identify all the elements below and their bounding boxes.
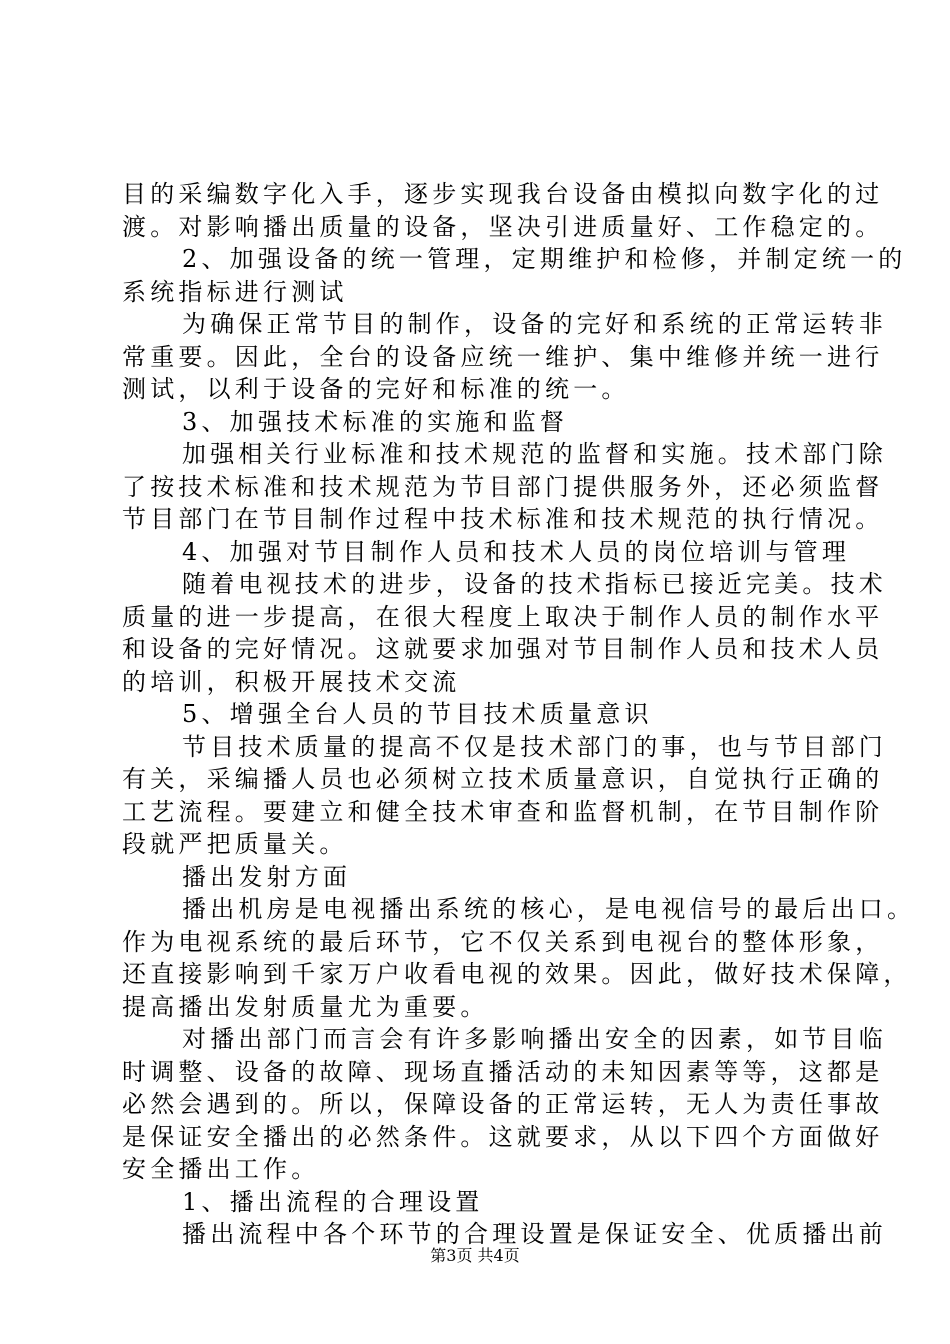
- text-line: 时调整、设备的故障、现场直播活动的未知因素等等，这都是: [122, 1057, 884, 1086]
- page-footer: 第3页 共4页: [430, 1246, 520, 1265]
- text-line: 是保证安全播出的必然条件。这就要求，从以下四个方面做好: [122, 1122, 884, 1151]
- text-line: 和设备的完好情况。这就要求加强对节目制作人员和技术人员: [122, 635, 884, 663]
- text-line: 加强相关行业标准和技术规范的监督和实施。技术部门除: [182, 440, 887, 468]
- text-line: 安全播出工作。: [122, 1155, 320, 1183]
- text-line: 播出发射方面: [182, 862, 352, 891]
- text-line: 2、加强设备的统一管理，定期维护和检修，并制定统一的: [182, 245, 907, 273]
- text-line: 测试，以利于设备的完好和标准的统一。: [122, 375, 630, 403]
- text-line: 5、增强全台人员的节目技术质量意识: [182, 700, 653, 728]
- text-line: 段就严把质量关。: [122, 830, 348, 858]
- text-line: 3、加强技术标准的实施和监督: [182, 407, 569, 436]
- text-line: 质量的进一步提高，在很大程度上取决于制作人员的制作水平: [122, 602, 884, 631]
- text-line: 为确保正常节目的制作，设备的完好和系统的正常运转非: [182, 310, 887, 338]
- text-line: 了按技术标准和技术规范为节目部门提供服务外，还必须监督: [122, 472, 884, 501]
- text-line: 随着电视技术的进步，设备的技术指标已接近完美。技术: [182, 570, 887, 598]
- text-line: 常重要。因此，全台的设备应统一维护、集中维修并统一进行: [122, 342, 884, 371]
- text-line: 目的采编数字化入手，逐步实现我台设备由模拟向数字化的过: [122, 180, 884, 208]
- text-line: 节目部门在节目制作过程中技术标准和技术规范的执行情况。: [122, 505, 884, 533]
- text-line: 渡。对影响播出质量的设备，坚决引进质量好、工作稳定的。: [122, 212, 884, 241]
- text-line: 对播出部门而言会有许多影响播出安全的因素，如节目临: [182, 1025, 887, 1053]
- text-line: 4、加强对节目制作人员和技术人员的岗位培训与管理: [182, 537, 851, 566]
- text-line: 有关，采编播人员也必须树立技术质量意识，自觉执行正确的: [122, 765, 884, 793]
- text-line: 还直接影响到千家万户收看电视的效果。因此，做好技术保障，: [122, 960, 912, 988]
- text-line: 的培训，积极开展技术交流: [122, 667, 461, 696]
- text-line: 工艺流程。要建立和健全技术审查和监督机制，在节目制作阶: [122, 797, 884, 826]
- text-line: 播出机房是电视播出系统的核心，是电视信号的最后出口。: [182, 895, 916, 923]
- text-line: 作为电视系统的最后环节，它不仅关系到电视台的整体形象，: [122, 927, 884, 956]
- text-line: 必然会遇到的。所以，保障设备的正常运转，无人为责任事故: [122, 1090, 884, 1118]
- body-text: [122, 178, 916, 1251]
- text-line: 播出流程中各个环节的合理设置是保证安全、优质播出前: [182, 1220, 887, 1248]
- text-line: 节目技术质量的提高不仅是技术部门的事，也与节目部门: [182, 732, 887, 761]
- text-line: 1、播出流程的合理设置: [182, 1187, 484, 1216]
- text-line: 提高播出发射质量尤为重要。: [122, 992, 489, 1021]
- text-line: 系统指标进行测试: [122, 277, 348, 306]
